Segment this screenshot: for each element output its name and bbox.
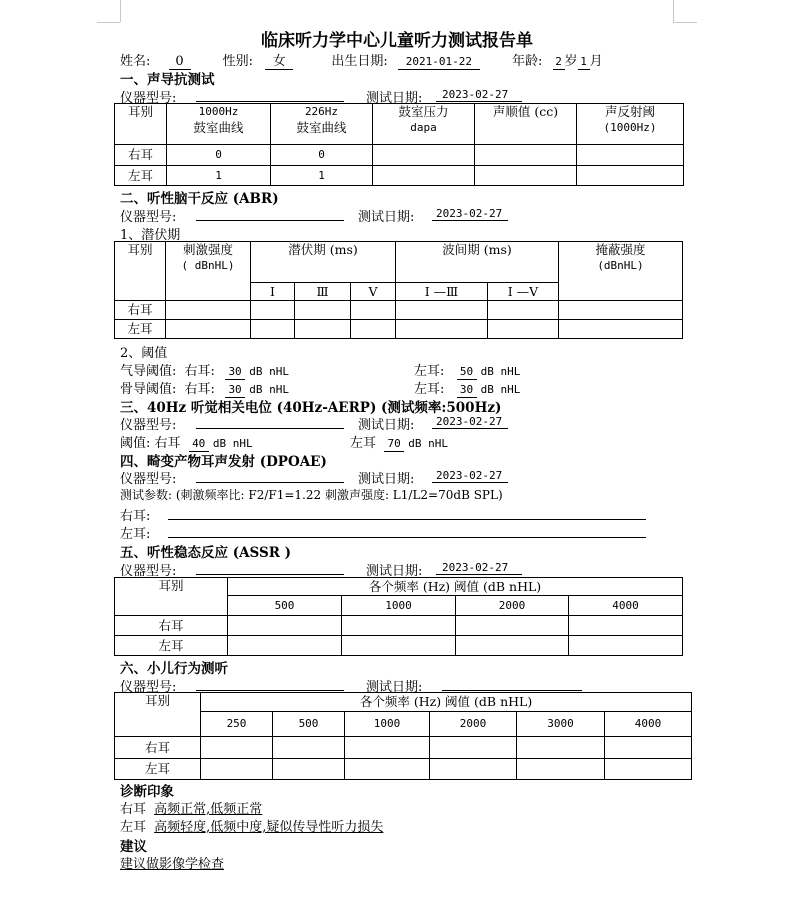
- bone-left-value: 30: [457, 383, 477, 398]
- assr-freq-4000: 4000: [569, 596, 683, 616]
- assr-freq-1000: 1000: [342, 596, 456, 616]
- bo-cell[interactable]: [517, 737, 605, 759]
- assr-cell[interactable]: [569, 616, 683, 636]
- abr-cell[interactable]: [166, 320, 251, 339]
- tymp-cell[interactable]: [577, 166, 684, 186]
- abr-cell[interactable]: [559, 301, 683, 320]
- section2-sub-latency: 1、潜伏期: [120, 228, 181, 243]
- age-years-unit: 岁: [564, 54, 578, 69]
- abr-header-interval: 波间期 (ms): [396, 242, 559, 283]
- advice-heading: 建议: [120, 839, 147, 855]
- table-row: [115, 145, 684, 166]
- aerp-right-label: 右耳: [154, 436, 181, 451]
- dpoae-params: 测试参数: (刺激频率比: F2/F1=1.22 刺激声强度: L1/L2=70dB SPL): [120, 488, 503, 502]
- bo-freq-500: 500: [273, 712, 345, 737]
- tymp-cell-1000hz: 1: [167, 166, 271, 186]
- abr-header-wave-iii: Ⅲ: [295, 283, 351, 301]
- abr-cell[interactable]: [488, 301, 559, 320]
- section1-date-value: 2023-02-27: [442, 88, 509, 101]
- behavioral-audiometry-table: [114, 692, 692, 780]
- bo-cell[interactable]: [605, 737, 692, 759]
- air-right-unit: dB nHL: [249, 365, 289, 378]
- abr-header-mask: 掩蔽强度 (dBnHL): [559, 242, 683, 301]
- abr-header-stim: 刺激强度 ( dBnHL): [166, 242, 251, 301]
- table-row: [115, 737, 692, 759]
- air-left-block: [414, 360, 520, 380]
- air-right-value: 30: [225, 365, 245, 380]
- tymp-header-226hz: 226Hz 鼓室曲线: [271, 104, 373, 145]
- section6-date-line: [442, 690, 582, 691]
- abr-cell[interactable]: [295, 301, 351, 320]
- section4-date-label: 测试日期:: [358, 472, 415, 487]
- bo-header-freq: 各个频率 (Hz) 阈值 (dB nHL): [201, 693, 692, 712]
- section5-date-line: [436, 574, 522, 575]
- section2-date-line: [432, 220, 508, 221]
- table-row: [115, 616, 683, 636]
- section2-heading: 二、听性脑干反应 (ABR): [120, 191, 279, 207]
- section4-date-line: [432, 482, 508, 483]
- age-years: 2: [553, 55, 565, 70]
- section4-instrument-line: [196, 482, 344, 483]
- tymp-cell[interactable]: [373, 145, 475, 166]
- assr-row-ear: 左耳: [115, 636, 228, 656]
- abr-cell[interactable]: [251, 301, 295, 320]
- air-left-value: 50: [457, 365, 477, 380]
- aerp-left-unit: dB nHL: [408, 437, 449, 450]
- bone-right-label: 右耳:: [184, 382, 215, 397]
- air-label: 气导阈值:: [120, 364, 177, 379]
- section5-heading: 五、听性稳态反应 (ASSR ): [120, 545, 292, 561]
- section1-instrument-line: [196, 101, 344, 102]
- section5-date-value: 2023-02-27: [442, 561, 509, 574]
- bo-freq-1000: 1000: [345, 712, 430, 737]
- assr-row-ear: 右耳: [115, 616, 228, 636]
- bone-left-label: 左耳:: [414, 382, 445, 397]
- assr-cell[interactable]: [456, 636, 569, 656]
- table-row: [115, 320, 683, 339]
- bone-label: 骨导阈值:: [120, 382, 177, 397]
- section1-date-line: [436, 101, 522, 102]
- air-left-label: 左耳:: [414, 364, 445, 379]
- birth-value: 2021-01-22: [398, 55, 480, 70]
- birth-label: 出生日期:: [331, 54, 388, 69]
- abr-cell[interactable]: [251, 320, 295, 339]
- section1-heading: 一、声导抗测试: [120, 72, 215, 88]
- page-corner-mark-right-h: [673, 22, 697, 23]
- assr-cell[interactable]: [342, 636, 456, 656]
- section1-instrument-label: 仪器型号:: [120, 91, 177, 106]
- bo-cell[interactable]: [201, 759, 273, 780]
- tymp-header-reflex: 声反射阈 (1000Hz): [577, 104, 684, 145]
- bo-cell[interactable]: [345, 737, 430, 759]
- assr-header-freq: 各个频率 (Hz) 阈值 (dB nHL): [228, 578, 683, 596]
- abr-cell[interactable]: [396, 320, 488, 339]
- bo-row-ear: 右耳: [115, 737, 201, 759]
- table-row: [115, 636, 683, 656]
- tymp-cell-226hz: 0: [271, 145, 373, 166]
- abr-cell[interactable]: [488, 320, 559, 339]
- bo-cell[interactable]: [273, 759, 345, 780]
- air-conduction-row: [120, 360, 289, 380]
- age-months: 1: [578, 55, 590, 70]
- assr-header-ear: 耳别: [115, 578, 228, 616]
- section5-date-label: 测试日期:: [366, 564, 423, 579]
- section4-date-value: 2023-02-27: [436, 469, 503, 482]
- table-row: [115, 301, 683, 320]
- bo-row-ear: 左耳: [115, 759, 201, 780]
- assr-cell[interactable]: [569, 636, 683, 656]
- assr-freq-2000: 2000: [456, 596, 569, 616]
- dpoae-left-label: 左耳:: [120, 527, 151, 542]
- aerp-left-label: 左耳: [350, 436, 377, 451]
- section2-date-label: 测试日期:: [358, 210, 415, 225]
- bo-cell[interactable]: [273, 737, 345, 759]
- section6-instrument-line: [196, 690, 344, 691]
- section3-date-line: [432, 428, 508, 429]
- section2-instrument-line: [196, 220, 344, 221]
- section5-instrument-label: 仪器型号:: [120, 564, 177, 579]
- bone-left-block: [414, 378, 520, 398]
- tympanometry-table: [114, 103, 684, 186]
- aerp-threshold-row: [120, 432, 253, 452]
- dpoae-right-label: 右耳:: [120, 509, 151, 524]
- section3-instrument-line: [196, 428, 344, 429]
- abr-header-i-v: I —Ⅴ: [488, 283, 559, 301]
- tymp-cell[interactable]: [577, 145, 684, 166]
- bo-header-ear: 耳别: [115, 693, 201, 737]
- table-row: [115, 166, 684, 186]
- diagnosis-heading: 诊断印象: [120, 784, 174, 800]
- aerp-threshold-label: 阈值:: [120, 436, 151, 451]
- section2-instrument-label: 仪器型号:: [120, 210, 177, 225]
- bo-cell[interactable]: [430, 759, 517, 780]
- page-corner-mark-left: [120, 0, 121, 22]
- section3-heading: 三、40Hz 听觉相关电位 (40Hz-AERP) (测试频率:500Hz): [120, 400, 502, 416]
- tymp-header-compliance: 声顺值 (cc): [475, 104, 577, 145]
- bo-freq-250: 250: [201, 712, 273, 737]
- age-months-unit: 月: [589, 54, 603, 69]
- abr-header-latency: 潜伏期 (ms): [251, 242, 396, 283]
- abr-header-wave-v: Ⅴ: [351, 283, 396, 301]
- abr-header-ear: 耳别: [115, 242, 166, 301]
- gender-value: 女: [265, 55, 293, 70]
- bone-left-unit: dB nHL: [480, 383, 521, 396]
- aerp-right-unit: dB nHL: [212, 437, 253, 450]
- abr-cell[interactable]: [295, 320, 351, 339]
- bone-right-unit: dB nHL: [249, 383, 289, 396]
- bo-freq-4000: 4000: [605, 712, 692, 737]
- dpoae-right-line: [168, 519, 646, 520]
- bone-conduction-row: [120, 378, 289, 398]
- assr-freq-500: 500: [228, 596, 342, 616]
- assr-cell[interactable]: [228, 636, 342, 656]
- bo-cell[interactable]: [605, 759, 692, 780]
- abr-cell[interactable]: [166, 301, 251, 320]
- tymp-row-ear: 左耳: [115, 166, 167, 186]
- tymp-header-1000hz: 1000Hz 鼓室曲线: [167, 104, 271, 145]
- diagnosis-left: [120, 816, 383, 835]
- tymp-cell-226hz: 1: [271, 166, 373, 186]
- bo-freq-2000: 2000: [430, 712, 517, 737]
- gender-label: 性别:: [222, 54, 254, 69]
- tymp-header-ear: 耳别: [115, 104, 167, 145]
- section6-instrument-label: 仪器型号:: [120, 680, 177, 695]
- tymp-row-ear: 右耳: [115, 145, 167, 166]
- section3-date-value: 2023-02-27: [436, 415, 503, 428]
- age-label: 年龄:: [512, 54, 543, 69]
- diagnosis-right-text: 高频正常,低频正常: [154, 802, 263, 817]
- bo-cell[interactable]: [517, 759, 605, 780]
- assr-table: [114, 577, 683, 656]
- abr-cell[interactable]: [351, 301, 396, 320]
- air-right-label: 右耳:: [184, 364, 215, 379]
- section4-instrument-label: 仪器型号:: [120, 472, 177, 487]
- aerp-right-value: 40: [189, 437, 209, 452]
- assr-cell[interactable]: [456, 616, 569, 636]
- patient-info: [120, 50, 603, 70]
- tymp-cell-1000hz: 0: [167, 145, 271, 166]
- table-row: [115, 759, 692, 780]
- bo-cell[interactable]: [430, 737, 517, 759]
- abr-header-wave-i: I: [251, 283, 295, 301]
- air-left-unit: dB nHL: [480, 365, 521, 378]
- tymp-cell[interactable]: [475, 166, 577, 186]
- aerp-left-value: 70: [384, 437, 404, 452]
- bone-right-value: 30: [225, 383, 245, 398]
- section3-instrument-label: 仪器型号:: [120, 418, 177, 433]
- abr-cell[interactable]: [559, 320, 683, 339]
- abr-latency-table: [114, 241, 683, 339]
- section3-date-label: 测试日期:: [358, 418, 415, 433]
- bo-freq-3000: 3000: [517, 712, 605, 737]
- tymp-cell[interactable]: [373, 166, 475, 186]
- section6-heading: 六、小儿行为测听: [120, 661, 228, 677]
- diagnosis-right: [120, 798, 262, 817]
- section4-heading: 四、畸变产物耳声发射 (DPOAE): [120, 454, 327, 470]
- dpoae-left-line: [168, 537, 646, 538]
- page-corner-mark-right: [673, 0, 674, 22]
- section2-sub-threshold: 2、阈值: [120, 346, 168, 361]
- diagnosis-left-label: 左耳: [120, 820, 147, 835]
- name-label: 姓名:: [120, 54, 151, 69]
- aerp-left-block: [350, 432, 448, 452]
- abr-row-ear: 右耳: [115, 301, 166, 320]
- section1-date-label: 测试日期:: [366, 91, 423, 106]
- section2-date-value: 2023-02-27: [436, 207, 503, 220]
- bo-cell[interactable]: [345, 759, 430, 780]
- abr-cell[interactable]: [351, 320, 396, 339]
- name-value: 0: [169, 55, 191, 70]
- tymp-cell[interactable]: [475, 145, 577, 166]
- bo-cell[interactable]: [201, 737, 273, 759]
- assr-cell[interactable]: [228, 616, 342, 636]
- abr-row-ear: 左耳: [115, 320, 166, 339]
- advice-text: 建议做影像学检查: [120, 857, 225, 872]
- page-corner-mark-left-h: [97, 22, 120, 23]
- abr-header-i-iii: I —Ⅲ: [396, 283, 488, 301]
- abr-cell[interactable]: [396, 301, 488, 320]
- section6-date-label: 测试日期:: [366, 680, 423, 695]
- tymp-header-pressure: 鼓室压力 dapa: [373, 104, 475, 145]
- diagnosis-left-text: 高频轻度,低频中度,疑似传导性听力损失: [154, 820, 384, 835]
- report-title: 临床听力学中心儿童听力测试报告单: [261, 31, 533, 51]
- diagnosis-right-label: 右耳: [120, 802, 147, 817]
- section5-instrument-line: [196, 574, 344, 575]
- assr-cell[interactable]: [342, 616, 456, 636]
